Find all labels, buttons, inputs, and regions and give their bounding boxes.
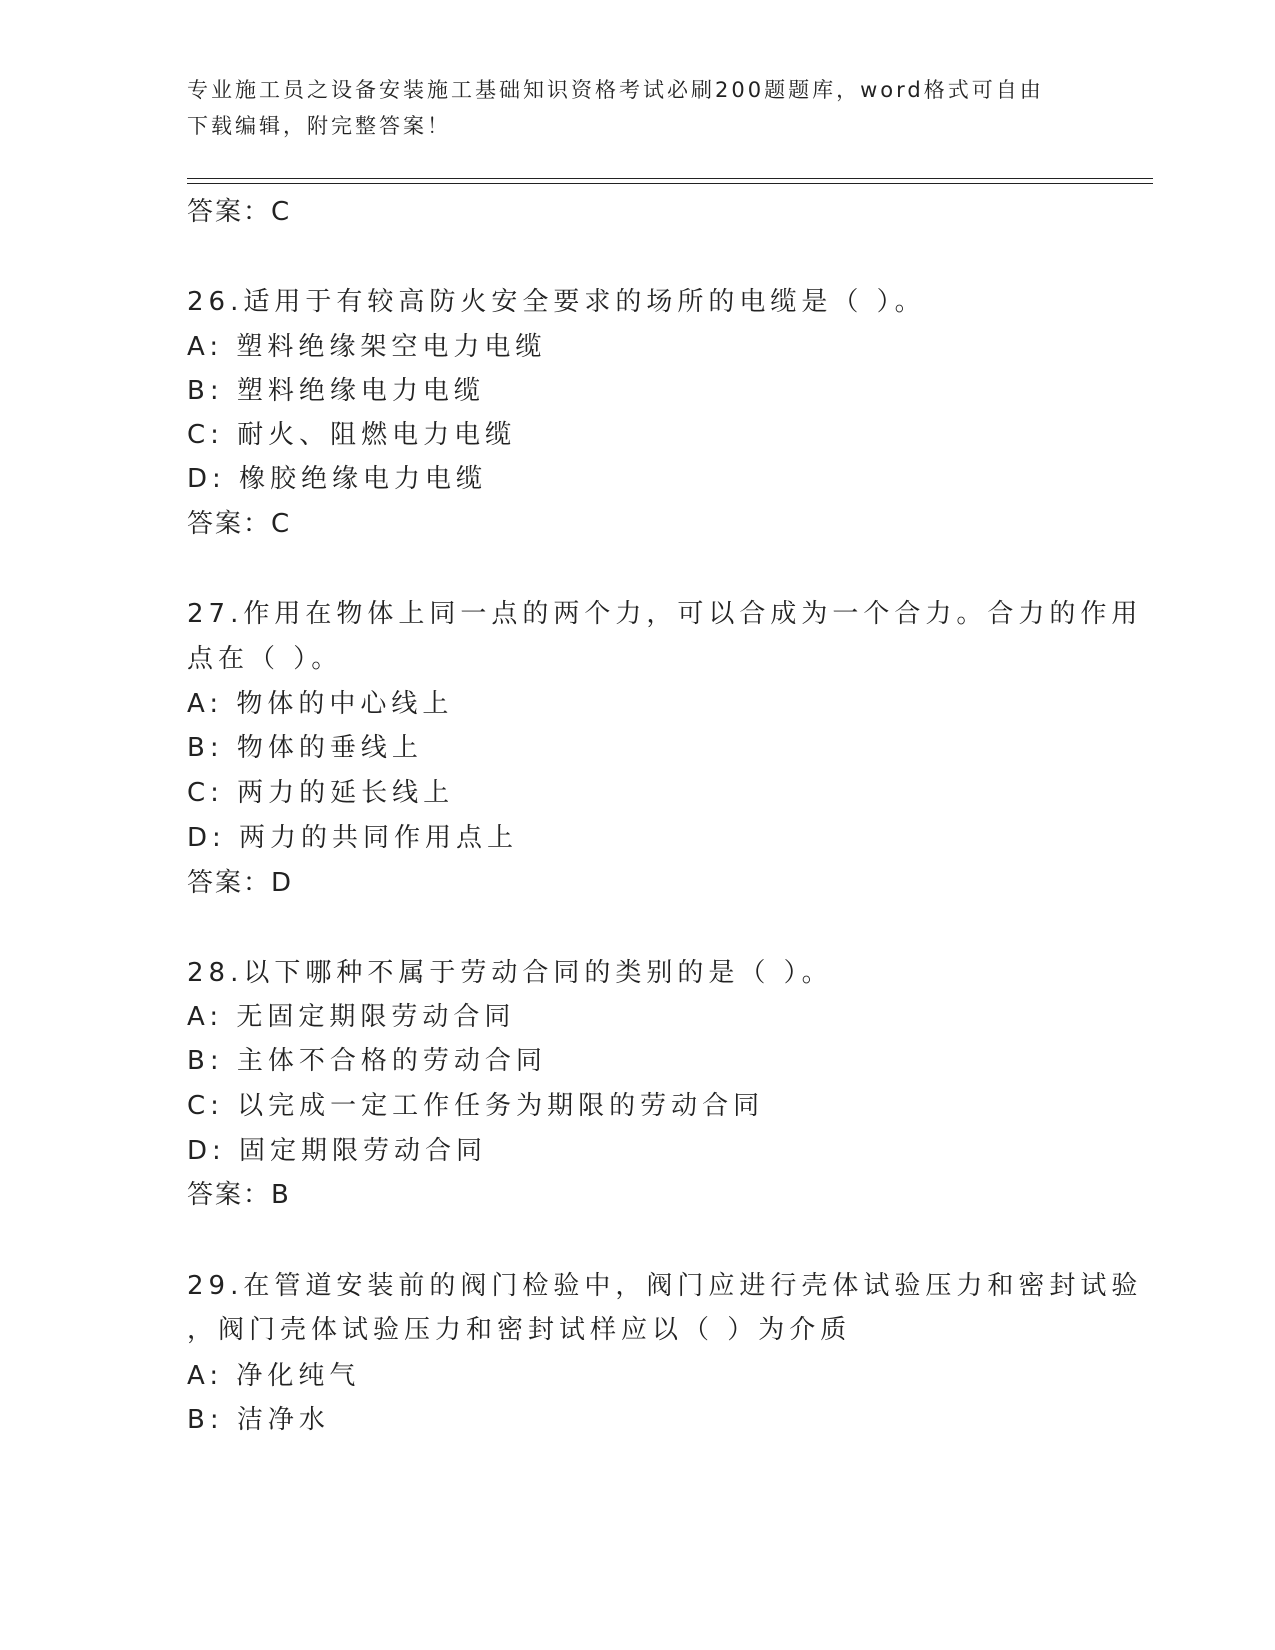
question-28-option-b: B: 主体不合格的劳动合同 [187, 1046, 547, 1076]
question-27-option-c: C: 两力的延长线上 [187, 778, 455, 808]
document-header [187, 72, 1087, 144]
question-28-option-a: A: 无固定期限劳动合同 [187, 1002, 516, 1032]
question-28-option-c: C: 以完成一定工作任务为期限的劳动合同 [187, 1091, 765, 1121]
question-26-answer: 答案：C [187, 509, 292, 539]
header-line-1: 专业施工员之设备安装施工基础知识资格考试必刷200题题库，word格式可自由 [187, 78, 1044, 102]
question-26-option-c: C: 耐火、阻燃电力电缆 [187, 420, 517, 450]
question-28-stem: 28.以下哪种不属于劳动合同的类别的是（ ）。 [187, 958, 833, 988]
question-26-stem: 26.适用于有较高防火安全要求的场所的电缆是（ ）。 [187, 287, 926, 317]
question-27-option-d: D: 两力的共同作用点上 [187, 823, 519, 853]
question-27-stem-line-2: 点在（ ）。 [187, 644, 343, 674]
question-27-answer: 答案：D [187, 868, 294, 898]
header-rule-bottom [187, 183, 1153, 184]
question-29-option-b: B: 洁净水 [187, 1405, 330, 1435]
question-26-option-b: B: 塑料绝缘电力电缆 [187, 376, 485, 406]
question-28-option-d: D: 固定期限劳动合同 [187, 1136, 488, 1166]
header-rule-top [187, 178, 1153, 179]
question-29-stem-line-2: ，阀门壳体试验压力和密封试样应以（ ）为介质 [187, 1315, 852, 1345]
header-line-2: 下载编辑，附完整答案！ [187, 114, 451, 138]
question-26-option-a: A: 塑料绝缘架空电力电缆 [187, 332, 547, 362]
question-27-option-a: A: 物体的中心线上 [187, 689, 454, 719]
question-27-option-b: B: 物体的垂线上 [187, 733, 423, 763]
question-29-stem-line-1: 29.在管道安装前的阀门检验中，阀门应进行壳体试验压力和密封试验 [187, 1271, 1143, 1301]
question-26-option-d: D: 橡胶绝缘电力电缆 [187, 464, 488, 494]
question-27-stem-line-1: 27.作用在物体上同一点的两个力，可以合成为一个合力。合力的作用 [187, 599, 1143, 629]
prev-answer: 答案：C [187, 197, 292, 227]
question-28-answer: 答案：B [187, 1180, 291, 1210]
question-29-option-a: A: 净化纯气 [187, 1361, 361, 1391]
